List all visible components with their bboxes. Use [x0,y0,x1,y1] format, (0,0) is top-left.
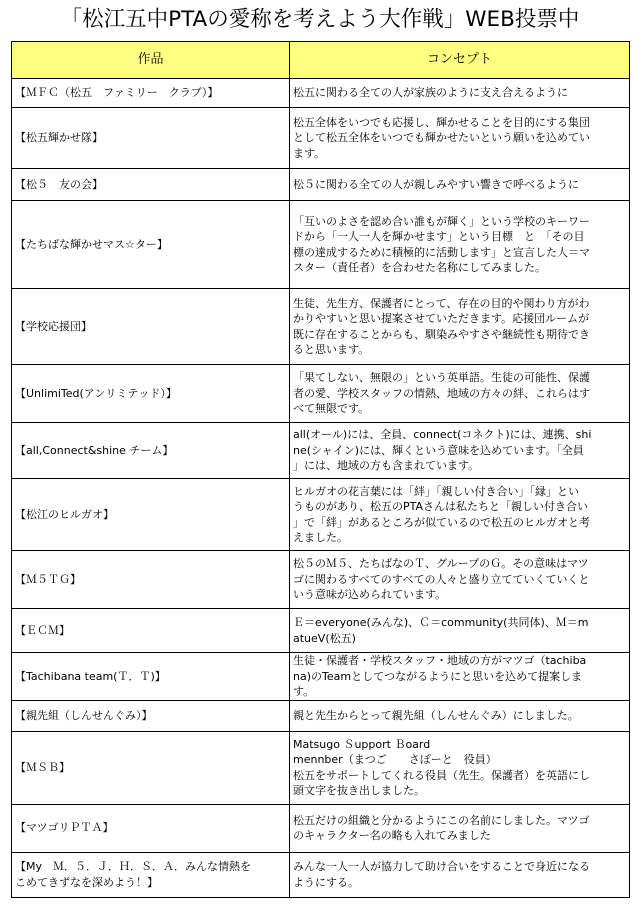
concept-line: スター（責任者）を合わせた名称にしてみました。 [293,261,546,274]
concept-line: 「果てしない、無限の」という英単語。生徒の可能性、保護 [293,371,590,385]
concept-line: 松五をサポートしてくれる役員（先生。保護者）を英語にし [293,768,590,782]
concept-line: 生徒・保護者・学校スタッフ・地域の方がマツゴ（tachiba [293,654,587,667]
concept-line: 親と先生からとって親先組（しんせんぐみ）にしました。 [293,708,579,722]
concept-line: 松五に関わる全ての人が家族のように支え合えるように [293,86,568,100]
concept-cell [290,852,630,897]
work-text: 【ＭＳＢ】 [15,760,70,774]
concept-line: ようにする。 [293,875,359,889]
header-concept: コンセプト [290,42,630,79]
concept-cell [290,700,630,731]
table-row [12,201,630,289]
work-cell [12,479,290,551]
work-text: 【UnlimiTed(アンリミテッド）】 [15,386,177,400]
work-text: 【松五輝かせ隊】 [15,131,103,145]
table-row [12,700,630,731]
table-row [12,423,630,479]
concept-line: ます。 [293,146,326,160]
table-row [12,804,630,852]
concept-line: mennber（まつご さぽーと 役員） [293,753,497,766]
work-text: 【all,Connect&shine チーム】 [15,443,174,457]
work-cell [12,169,290,201]
concept-line: 」には、地域の方も含まれています。 [293,459,480,473]
concept-cell [290,365,630,423]
work-cell [12,551,290,609]
table-row [12,551,630,609]
concept-line: うものがあり、松五のPTAさんは私たちと「親しい付き合い [293,500,589,513]
concept-cell [290,653,630,701]
work-cell [12,731,290,804]
concept-line: 生徒、先生方、保護者にとって、存在の目的や関わり方がわ [293,296,590,310]
work-cell [12,804,290,852]
table-row [12,479,630,551]
work-text: 【Ｍ５ＴＧ】 [15,572,81,586]
work-cell [12,653,290,701]
table-row [12,169,630,201]
concept-line: ヒルガオの花言葉には「絆」「親しい付き合い」「縁」とい [293,484,579,498]
concept-line: かりやすいと思い提案させていただきます。応援団ルームが [293,312,590,325]
concept-line: na)のTeamとしてつながるようにと思いを込めて提案しま [293,669,583,683]
work-text: 【My Ｍ．５．Ｊ．Ｈ．Ｓ．Ａ．みんな情熱を [15,860,251,873]
table-body [12,79,630,898]
work-cell [12,79,290,108]
concept-cell [290,108,630,169]
work-text: こめてきずなを深めよう！】 [15,875,158,889]
concept-line: 者の愛、学校スタッフの情熱、地域の方々の絆、これらはす [293,386,590,400]
concept-cell [290,479,630,551]
concept-line: atueV(松五) [293,631,356,645]
work-cell [12,108,290,169]
concept-line: 松５に関わる全ての人が親しみやすい響きで呼べるように [293,177,579,191]
concept-line: のキャラクター名の略も入れてみました [293,829,491,842]
page-title: 「松江五中PTAの愛称を考えよう大作戦」WEB投票中 [60,7,580,32]
concept-cell [290,289,630,365]
table-row [12,108,630,169]
work-cell [12,609,290,653]
concept-cell [290,731,630,804]
work-text: 【ＭＦＣ（松五 ファミリー クラブ）】 [15,86,219,100]
table-row [12,365,630,423]
concept-cell [290,169,630,201]
table-row [12,852,630,897]
concept-cell [290,423,630,479]
concept-line: 頭文字を抜き出しました。 [293,784,425,797]
concept-line: ドから「一人一人を輝かせます」という目標 と 「その目 [293,230,585,243]
concept-line: す。 [293,685,315,698]
work-cell [12,423,290,479]
concept-cell [290,804,630,852]
concept-line: 「互いのよさを認め合い誰もが輝く」という学校のキーワー [293,214,590,228]
concept-line: 松五全体をいつでも応援し、輝かせることを目的にする集団 [293,115,590,129]
table-row [12,653,630,701]
concept-line: ne(シャイン)には、輝くという意味を込めています。「全員 [293,443,584,457]
work-cell [12,700,290,731]
work-text: 【たちばな輝かせマス☆ター】 [15,237,168,251]
concept-line: 標の達成するために積極的に活動します」と宣言した人＝マ [293,245,590,259]
table-row [12,79,630,108]
table-row [12,289,630,365]
concept-line: 松５のＭ５、たちばなのＴ、グループのＧ。その意味はマツ [293,557,589,571]
table-row [12,731,630,804]
concept-line: べて無限です。 [293,402,370,416]
work-text: 【学校応援団】 [15,319,92,333]
concept-line: ると思います。 [293,343,370,356]
concept-cell [290,609,630,653]
concept-cell [290,201,630,289]
concept-line: えました。 [293,531,348,544]
concept-line: Ｅ＝everyone(みんな)、Ｃ＝community(共同体)、Ｍ＝m [293,616,589,629]
concept-line: 松五だけの組織と分かるようにこの名前にしました。マツゴ [293,813,590,827]
work-text: 【親先組（しんせんぐみ）】 [15,708,153,722]
work-cell [12,201,290,289]
header-work: 作品 [12,42,290,79]
concept-cell [290,79,630,108]
work-text: 【Tachibana team(Ｔ．Ｔ)】 [15,669,166,683]
concept-line: 」で「絆」があるところが似ているので松五のヒルガオと考 [293,515,590,529]
concept-line: Matsugo Ｓupport Ｂoard [293,737,431,751]
work-text: 【マツゴリＰＴＡ】 [15,821,114,835]
work-text: 【松江のヒルガオ】 [15,507,114,521]
concept-line: いう意味が込められています。 [293,588,447,602]
concept-line: 既に存在することからも、馴染みやすさや継続性も期待でき [293,327,590,341]
table-row [12,609,630,653]
concept-cell [290,551,630,609]
work-cell [12,289,290,365]
concept-line: みんな一人一人が協力して助け合いをすることで身近になる [293,860,590,873]
work-cell [12,852,290,897]
concept-line: として松五全体をいつでも輝かせたいという願いを込めてい [293,131,590,145]
work-cell [12,365,290,423]
nickname-table [11,41,630,898]
work-text: 【松５ 友の会】 [15,177,103,191]
work-text: 【ＥＣＭ】 [15,623,70,637]
concept-line: all(オール)には、全員、connect(コネクト)には、連携、shi [293,428,592,442]
concept-line: ゴに関わるすべてのすべての人々と盛り立てていくていくと [293,572,590,586]
header-row [12,42,630,79]
